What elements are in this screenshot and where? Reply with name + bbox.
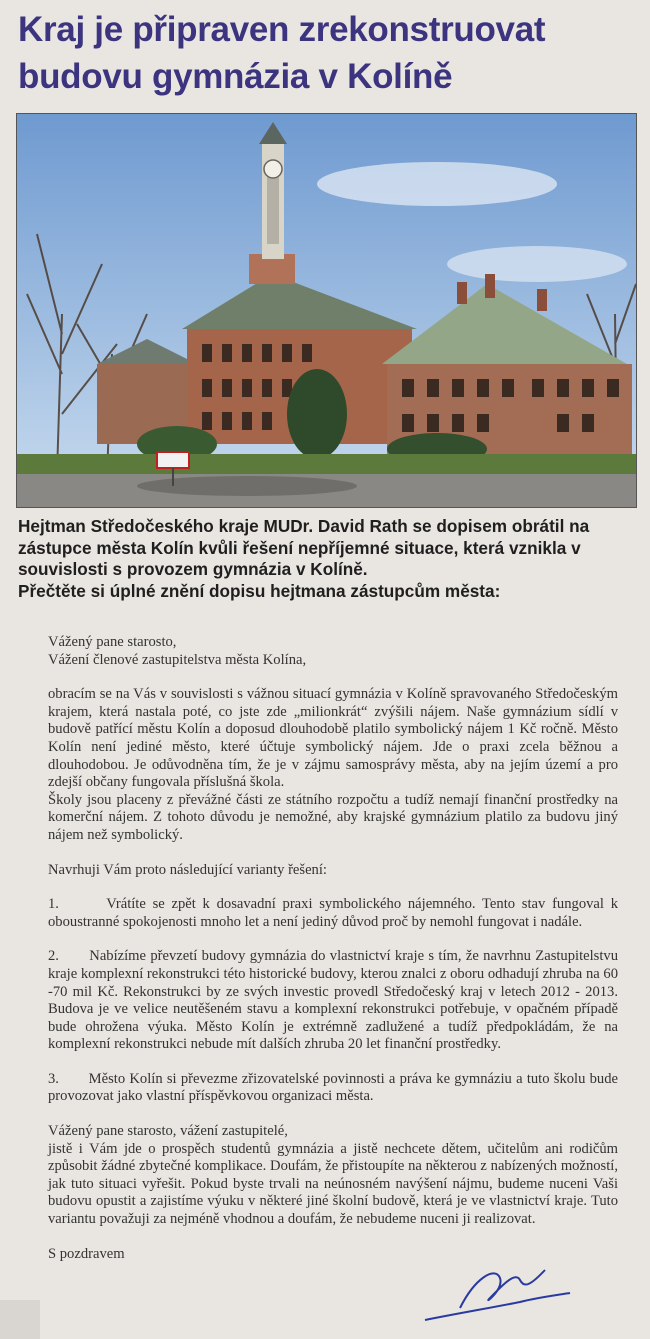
letter-option-2: 2. Nabízíme převzetí budovy gymnázia do vlastnictví kraje s tím, že navrhnu Zastupitelstvu kraje komplexní rekonstrukci této historické budovy, kterou znalci z oboru odhadují zhruba na 60 -70 mil Kč. Rekonstrukci by ze svých investic provedl Středočeský kraj v letech 2012 - 2013. Budova je ve velice neutěšeném stavu a komplexní rekonstrukci potřebuje, v opačném případě bude ohrožena výuka. Město Kolín je extrémně zadlužené a tudíž předpokládám, že na komplexní rekonstrukci nebude mít dalších zhruba 20 let finanční prostředky. <box>48 948 618 1053</box>
school-building-illustration <box>17 114 636 507</box>
article-lead <box>18 516 636 602</box>
letter-option-3: 3. Město Kolín si převezme zřizovatelské povinnosti a práva ke gymnáziu a tuto školu bude provozovat jako vlastní příspěvkovou organizaci města. <box>48 1070 618 1105</box>
signature <box>420 1258 580 1328</box>
letter-option-1: 1. Vrátíte se zpět k dosavadní praxi symbolického nájemného. Tento stav fungoval k oboustranné spokojenosti mnoho let a není jediný důvod proč by nemohl fungovat i nadále. <box>48 896 618 930</box>
letter-body <box>48 634 618 1263</box>
lead-prompt: Přečtěte si úplné znění dopisu hejtmana zástupcům města: <box>18 580 501 601</box>
letter-salutation-2: Vážení členové zastupitelstva města Kolína, <box>48 651 307 668</box>
letter-paragraph-2: Školy jsou placeny z převážné části ze státního rozpočtu a tudíž nemají finanční prostředky na komerční nájem. Z tohoto důvodu je nemožné, aby krajské gymnázium platilo za budovu jiný nájem než symbolický. <box>48 791 618 843</box>
letter-closing: jistě i Vám jde o prospěch studentů gymnázia a jistě nechcete dětem, učitelům ani rodičům způsobit žádné zbytečné komplikace. Doufám, že přistoupíte na některou z nabízených možností, jak tuto situaci vyřešit. Pokud byste trvali na neúnosném navýšení nájmu, budeme nuceni Vaši budovu opustit a zajistíme výuku v některé jiné školní budově, která je ve vlastnictví kraje. Tuto variantu považuji za nejméně vhodnou a doufám, že nebudeme nuceni ji realizovat. <box>48 1140 618 1228</box>
headline: Kraj je připraven zrekonstruovat budovu gymnázia v Kolíně <box>18 10 546 96</box>
letter-paragraph-3: Navrhuji Vám proto následující varianty řešení: <box>48 861 327 878</box>
page-corner <box>0 1300 40 1339</box>
letter-regards: S pozdravem <box>48 1245 125 1262</box>
lead-paragraph: Hejtman Středočeského kraje MUDr. David Rath se dopisem obrátil na zástupce města Kolín kvůli řešení nepříjemné situace, která vznikla v souvislosti s provozem gymnázia v Kolíně. <box>18 516 590 579</box>
school-building-photo <box>16 113 637 508</box>
letter-salutation-1: Vážený pane starosto, <box>48 634 177 650</box>
letter-closing-salutation: Vážený pane starosto, vážení zastupitelé, <box>48 1123 288 1140</box>
letter-paragraph-1: obracím se na Vás v souvislosti s vážnou situací gymnázia v Kolíně spravovaného Středočeským krajem, která nastala poté, co jste zde „milionkrát“ zvýšili nájem. Naše gymnázium sídlí v budově patřící městu Kolín a doposud dlouhodobě platilo symbolický nájem 1 Kč ročně. Město Kolín není jediné město, které účtuje symbolický nájem. Jde o praxi zcela běžnou a dlouhodobou. Je odůvodněna tím, že je v zájmu samosprávy města, aby na jejím území a pro zdejší občany fungovala příslušná škola. <box>48 686 618 791</box>
